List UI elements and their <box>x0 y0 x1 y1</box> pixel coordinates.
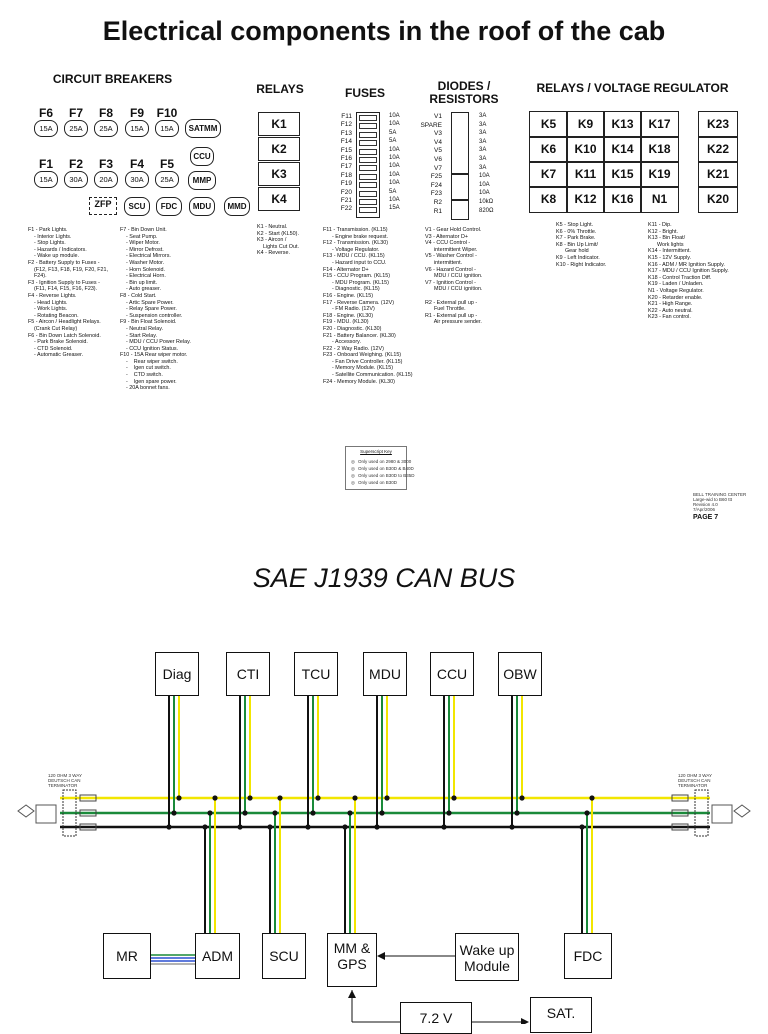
diode-label: V3 <box>434 130 442 138</box>
junction-dot <box>315 795 320 800</box>
relay-box: K1 <box>258 112 300 136</box>
footer-info: BELL TRAINING CENTER Large-wid to B60 ttt Revision 4.0 7/Apr/2006 <box>693 492 747 512</box>
relay-box: K17 <box>640 111 679 138</box>
superscript-key-line-4: Only used on B30D <box>358 480 398 485</box>
superscript-key-title: Superscript Key <box>360 449 392 454</box>
junction-dot <box>207 810 212 815</box>
ecu-scu: SCU <box>262 933 306 979</box>
module-zfp: ZFP <box>89 197 117 215</box>
junction-dot <box>509 824 514 829</box>
ecu-mdu: MDU <box>363 652 407 696</box>
diode-label: V6 <box>434 156 442 163</box>
page-number: PAGE 7 <box>693 514 719 521</box>
junction-dot <box>212 795 217 800</box>
ecu-mr: MR <box>103 933 151 979</box>
circuit-breaker-label: F10 <box>156 106 178 120</box>
fuse-slot <box>359 149 377 155</box>
fuse-rating: 5A <box>389 188 397 195</box>
fuse-label: F11 <box>341 113 352 120</box>
relays-vr-heading: RELAYS / VOLTAGE REGULATOR <box>536 81 729 95</box>
junction-dot <box>342 824 347 829</box>
circuit-breaker-notes-2: F7 - Bin Down Unit. - Seat Pump. - Wiper Motor. - Mirror Defrost. - Electrical Mirrors. - Washer Motor. - Horn Solenoid. - Electrical Horn. - Bin up limit. - Auto greaser. F8 - Cold Start. - Artic Spare Power. - Relay Spare Power. - Suspension controller. F9 - Bin Float Solenoid. - Neutral Relay. - Start Relay. - MDU / CCU Power Relay. - CCU Ignition Status. F10 - 15A Rear wiper motor. - Rear wiper switch. - Igen cut switch. - CTD switch. - Igen spare power. - 20A bonnet fans. <box>120 227 191 392</box>
fuse-notes: F11 - Transmission. (KL15) - Engine brake request. F12 - Transmission. (KL30) - Voltage Regulator. F13 - MDU / CCU. (KL15) - Hazard input to CCU. F14 - Alternator D+ F15 - CCU Program. (KL15) - MDU Program. (KL15) - Diagnostic. (KL15) F16 - Engine. (KL15) F17 - Reverse Camera. (12V) - FM Radio. (12V) F18 - Engine. (KL30) F19 - MDU. (KL30) F20 - Diagnostic. (KL30) F21 - Battery Balancer. (KL30) - Accessory. F22 - 2 Way Radio. (12V) F23 - Onboard Weighing. (KL15) - Fan Drive Controller. (KL15) - Memory Module. (KL15) - Satellite Communication. (KL15) F24 - Memory Module. (KL30) <box>323 227 413 385</box>
ecu-mm-gps-label: MM & GPS <box>333 940 371 972</box>
fuse-label: F17 <box>340 163 352 171</box>
relay-box: K14 <box>603 136 642 163</box>
key-symbol-icon: ◎ <box>351 466 355 471</box>
diodes-heading: DIODES / <box>437 79 491 93</box>
resistors-heading: RESISTORS <box>429 92 499 106</box>
fuse-slot <box>359 123 377 129</box>
diode-label: SPARE <box>420 121 442 129</box>
fuse-label: F12 <box>340 121 352 129</box>
arrow-icon <box>521 1018 529 1024</box>
circuit-breaker-notes-1: F1 - Park Lights. - Interior Lights. - Stop Lights. - Hazards / Indicators. - Wake up module. F2 - Battery Supply to Fuses - (F12, F13, F18, F19, F20, F21, F24). F3 - Ignition Supply to Fuses - (F11, F14, F15, F16, F23). F4 - Reverse Lights. - Head Lights. - Work Lights. - Rotating Beacon. F5 - Aircon / Headlight Relays. (Crank Cut Relay) F6 - Bin Down Latch Solenoid. - Park Brake Solenoid. - CTD Solenoid. - Automatic Greaser. <box>28 227 108 359</box>
fuse-label: F19 <box>340 180 352 188</box>
relay-box: K15 <box>603 161 642 188</box>
fuse-rating: 10A <box>389 121 400 128</box>
fuse-label: F15 <box>340 146 352 154</box>
junction-dot <box>277 795 282 800</box>
diode-rating: 820Ω <box>479 207 494 214</box>
superscript-key <box>345 446 415 490</box>
relay-vr-notes-1: K5 - Stop Light. K6 - 0% Throttle. K7 - Park Brake. K8 - Bin Up Limit/ Gear hold K9 - Left Indicator. K10 - Right Indicator. <box>556 222 607 268</box>
fuse-slot <box>359 132 377 138</box>
junction-dot <box>176 795 181 800</box>
junction-dot <box>384 795 389 800</box>
junction-dot <box>171 810 176 815</box>
junction-dot <box>352 795 357 800</box>
fuse-slot <box>359 165 377 171</box>
circuit-breaker-rating: 15A <box>155 120 179 137</box>
fuse-slot <box>359 140 377 146</box>
fuse-rating: 5A <box>389 138 397 145</box>
left-terminator-label: 120 OHM 3 WAY DEUTSCH CAN TERMINATOR <box>48 773 83 788</box>
relay-box: K22 <box>698 136 738 163</box>
fuse-label: F14 <box>340 138 352 146</box>
junction-dot <box>202 824 207 829</box>
relay-box: K9 <box>566 111 605 138</box>
junction-dot <box>267 824 272 829</box>
junction-dot <box>589 795 594 800</box>
fuse-rating: 10A <box>389 113 400 119</box>
junction-dot <box>347 810 352 815</box>
circuit-breaker-label: F8 <box>98 106 113 120</box>
module-satmm: SATMM <box>185 119 221 138</box>
circuit-breaker-label: F1 <box>38 157 53 171</box>
junction-dot <box>446 810 451 815</box>
fuse-rating: 5A <box>389 129 397 136</box>
fuse-label: F13 <box>340 129 352 137</box>
relay-box: K13 <box>603 111 642 138</box>
circuit-breaker-rating: 30A <box>64 171 88 188</box>
fuse-slot <box>359 191 377 197</box>
diode-label: R1 <box>433 207 442 215</box>
circuit-breaker-rating: 25A <box>94 120 118 137</box>
circuit-breaker-rating: 15A <box>34 171 58 188</box>
relay-box: K16 <box>603 186 642 213</box>
circuit-breaker-rating: 25A <box>64 120 88 137</box>
junction-dot <box>374 824 379 829</box>
superscript-key-line-2: Only used on B30D & B40D <box>358 466 414 471</box>
circuit-breaker-label: F9 <box>129 106 144 120</box>
junction-dot <box>272 810 277 815</box>
diode-rating: 3A <box>479 121 487 128</box>
arrow-icon <box>377 952 385 960</box>
diode-label: R2 <box>433 199 442 206</box>
circuit-breaker-rating: 20A <box>94 171 118 188</box>
diode-label: V7 <box>434 164 442 172</box>
diode-notes: V1 - Gear Hold Control. V3 - Alternator D+ V4 - CCU Control - intermittent Wiper. V5 - Washer Control - intermittent. V6 - Hazard Control - MDU / CCU ignition. V7 - Ignition Control - MDU / CCU ignition. R2 - External pull up - Fuel Throttle. R1 - External pull up - Air pressure sender. <box>425 227 483 326</box>
relay-box: K7 <box>529 161 568 188</box>
relay-box: K5 <box>529 111 568 138</box>
diode-label: V5 <box>434 147 442 155</box>
ecu-obw: OBW <box>498 652 542 696</box>
junction-dot <box>237 824 242 829</box>
fuse-slot <box>359 207 377 213</box>
diode-label: F25 <box>430 173 442 181</box>
superscript-key-line-3: Only used on B30D to B35D <box>358 473 415 478</box>
module-mmd: MMD <box>224 197 250 216</box>
key-symbol-icon: ◎ <box>351 459 355 464</box>
fuse-slot <box>359 174 377 180</box>
fuse-holder <box>451 174 469 200</box>
junction-dot <box>451 795 456 800</box>
relay-box: K2 <box>258 137 300 161</box>
junction-dot <box>305 824 310 829</box>
ecu-tcu: TCU <box>294 652 338 696</box>
diode-rating: 10A <box>479 173 490 180</box>
fuse-label: F21 <box>340 197 352 204</box>
can-bus-title: SAE J1939 CAN BUS <box>252 563 516 593</box>
ecu-ccu: CCU <box>430 652 474 696</box>
fuse-label: F20 <box>340 188 352 196</box>
fuses-heading: FUSES <box>344 86 385 100</box>
page-title: Electrical components in the roof of the cab <box>102 16 666 46</box>
superscript-key-line-1: Only used on 2980 & 3000 <box>358 459 412 464</box>
fuse-slot <box>359 182 377 188</box>
diode-rating: 3A <box>479 130 487 137</box>
junction-dot <box>441 824 446 829</box>
circuit-breaker-label: F2 <box>68 157 83 171</box>
junction-dot <box>379 810 384 815</box>
relay-box: K21 <box>698 161 738 188</box>
relay-box: N1 <box>640 186 679 213</box>
diode-label: F23 <box>430 190 442 198</box>
ecu-wake-up-label: Wake up Module <box>459 942 515 974</box>
junction-dot <box>247 795 252 800</box>
junction-dot <box>310 810 315 815</box>
fuse-rating: 10A <box>389 163 400 170</box>
arrow-icon <box>348 990 356 998</box>
junction-dot <box>579 824 584 829</box>
relay-vr-notes-2: K11 - Dip. K12 - Bright. K13 - Bin Float/ Work lights K14 - Intermittent. K15 - 12V Supply. K16 - ADM / MR Ignition Supply. K17 - MDU / CCU Ignition Supply. K18 - Control Traction Diff. K19 - Laden / Unladen. N1 - Voltage Regulator. K20 - Retarder enable. K21 - High Range. K22 - Auto neutral. K23 - Fan control. <box>648 222 729 321</box>
ecu-mm-gps <box>327 933 377 987</box>
relay-box: K18 <box>640 136 679 163</box>
relay-box: K12 <box>566 186 605 213</box>
fuse-slot <box>359 199 377 205</box>
fuse-label: F22 <box>340 205 352 213</box>
diode-label: V4 <box>434 138 442 146</box>
diode-label: V1 <box>434 113 442 120</box>
diode-holder <box>451 112 469 174</box>
junction-dot <box>584 810 589 815</box>
relay-box: K8 <box>529 186 568 213</box>
junction-dot <box>242 810 247 815</box>
circuit-breaker-label: F7 <box>68 106 83 120</box>
diode-rating: 3A <box>479 113 487 119</box>
diode-rating: 3A <box>479 164 487 171</box>
resistor-holder <box>451 200 469 220</box>
relay-box: K6 <box>529 136 568 163</box>
diode-label: F24 <box>430 181 442 189</box>
diode-rating: 3A <box>479 147 487 154</box>
circuit-breaker-rating: 15A <box>125 120 149 137</box>
fuse-slot <box>359 115 377 121</box>
circuit-breaker-rating: 25A <box>155 171 179 188</box>
circuit-breakers-heading: CIRCUIT BREAKERS <box>52 72 173 86</box>
diode-rating: 10kΩ <box>479 199 494 205</box>
diode-rating: 10A <box>479 190 490 197</box>
module-fdc: FDC <box>156 197 182 216</box>
junction-dot <box>519 795 524 800</box>
ecu-cti: CTI <box>226 652 270 696</box>
relay-box: K23 <box>698 111 738 138</box>
circuit-breaker-rating: 15A <box>34 120 58 137</box>
diode-rating: 3A <box>479 138 487 145</box>
fuse-rating: 10A <box>389 171 400 178</box>
diode-rating: 10A <box>479 181 490 188</box>
fuse-rating: 15A <box>389 205 400 212</box>
key-symbol-icon: ◎ <box>351 480 355 485</box>
right-terminator-label: 120 OHM 3 WAY DEUTSCH CAN TERMINATOR <box>678 773 713 788</box>
relay-box: K3 <box>258 162 300 186</box>
module-ccu: CCU <box>190 147 214 166</box>
module-scu: SCU <box>124 197 150 216</box>
relay-box: K11 <box>566 161 605 188</box>
module-mmp: MMP <box>188 171 216 190</box>
junction-dot <box>514 810 519 815</box>
fuse-label: F18 <box>340 171 352 179</box>
ecu-sat: SAT. <box>530 997 592 1033</box>
ecu-7-2v: 7.2 V <box>400 1002 472 1034</box>
relay-box: K20 <box>698 186 738 213</box>
fuse-slot <box>359 157 377 163</box>
ecu-diag: Diag <box>155 652 199 696</box>
key-symbol-icon: ◎ <box>351 473 355 478</box>
circuit-breaker-label: F5 <box>159 157 174 171</box>
junction-dot <box>166 824 171 829</box>
ecu-wake-up-module <box>455 933 519 981</box>
ecu-adm: ADM <box>195 933 240 979</box>
ecu-fdc: FDC <box>564 933 612 979</box>
relay-notes: K1 - Neutral. K2 - Start (KL50). K3 - Aircon / Lights Cut Out. K4 - Reverse. <box>257 224 299 257</box>
relay-box: K10 <box>566 136 605 163</box>
relays-heading: RELAYS <box>256 82 304 96</box>
fuse-rating: 10A <box>389 180 400 187</box>
relay-box: K19 <box>640 161 679 188</box>
circuit-breaker-label: F6 <box>38 106 53 120</box>
fuse-rating: 10A <box>389 197 400 203</box>
module-mdu: MDU <box>189 197 215 216</box>
circuit-breaker-rating: 30A <box>125 171 149 188</box>
circuit-breaker-label: F3 <box>98 157 113 171</box>
fuse-rating: 10A <box>389 155 400 161</box>
diode-rating: 3A <box>479 156 487 162</box>
circuit-breaker-label: F4 <box>129 157 144 171</box>
fuse-rating: 10A <box>389 146 400 153</box>
relay-box: K4 <box>258 187 300 211</box>
fuse-label: F16 <box>340 155 352 162</box>
mr-adm-wires <box>150 955 196 964</box>
